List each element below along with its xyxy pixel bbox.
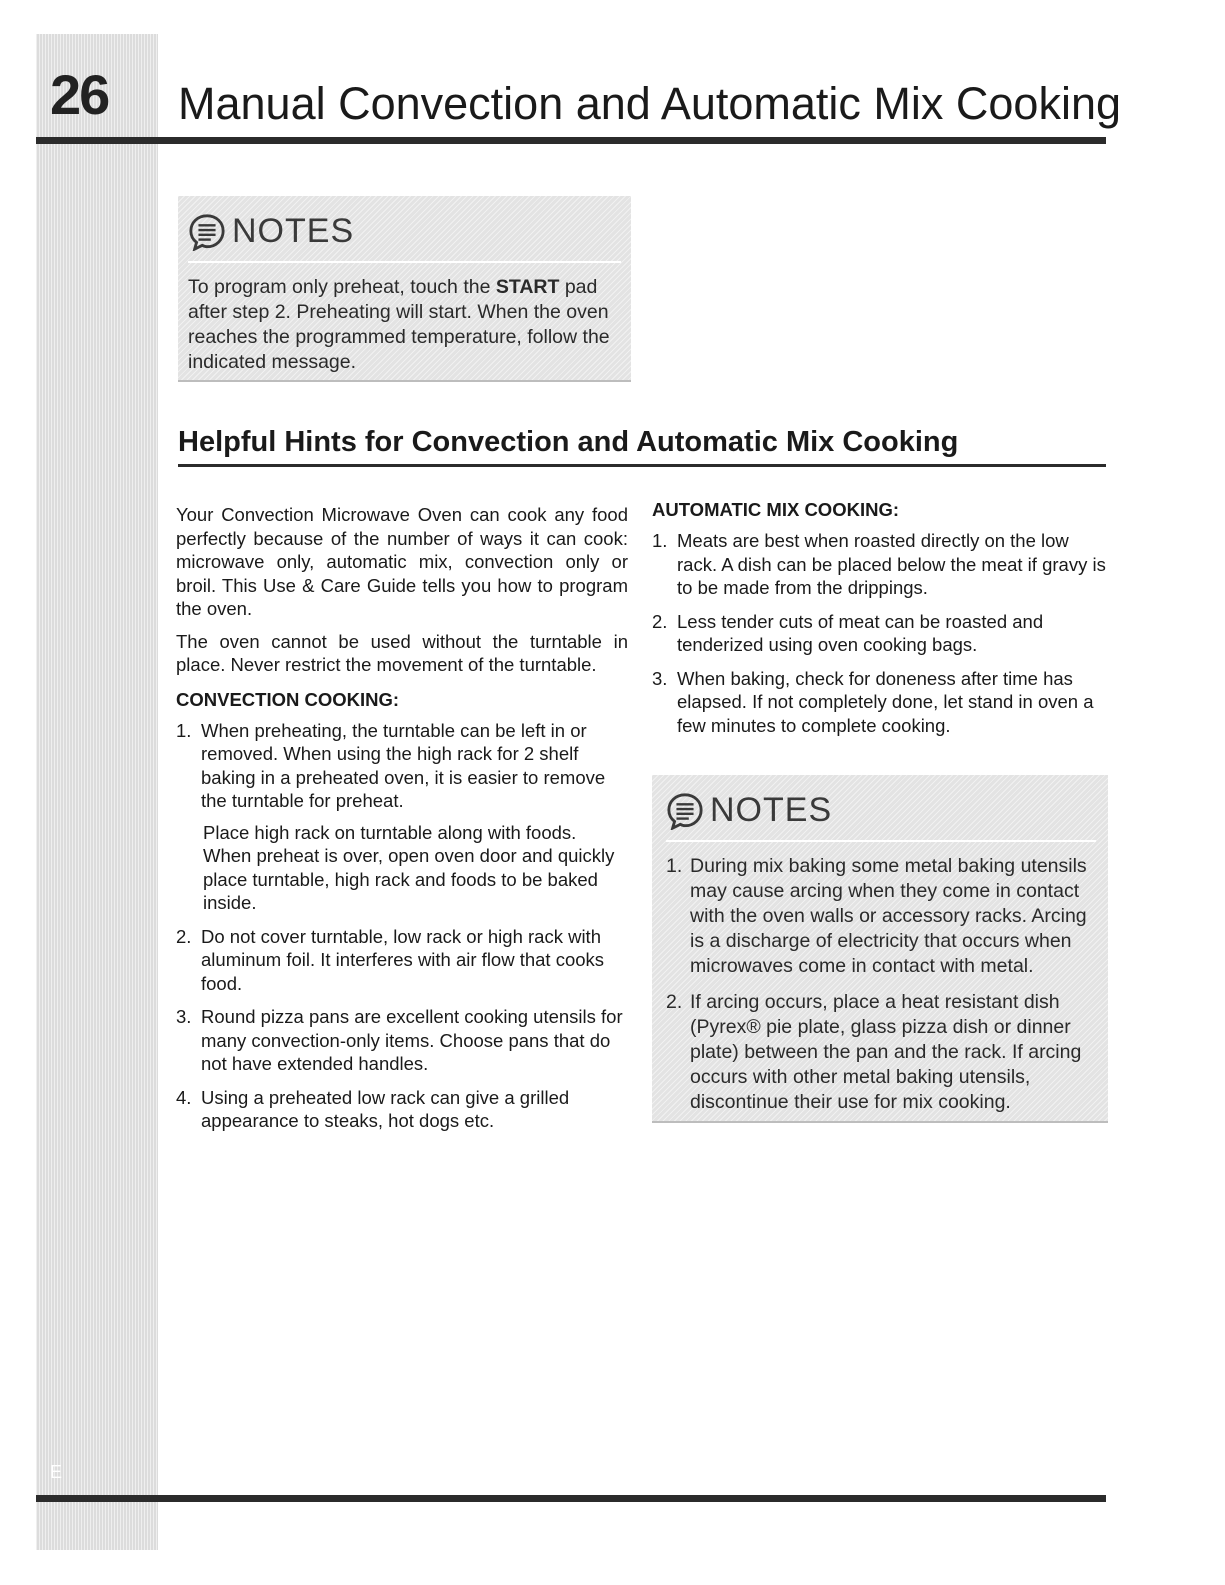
list-item-number: 1. xyxy=(176,719,192,741)
convection-cooking-heading: CONVECTION COOKING: xyxy=(176,688,400,710)
notes-icon xyxy=(188,213,226,251)
page-number: 26 xyxy=(50,63,109,126)
list-item-number: 3. xyxy=(652,667,668,689)
intro-paragraph: Your Convection Microwave Oven can cook any food perfectly because of the number of ways it can cook: microwave only, automatic mix, convection only or broil. This Use & Care Guide tells you how to program the oven. xyxy=(176,504,628,619)
list-item-text: Meats are best when roasted directly on the low rack. A dish can be placed below the meat if gravy is to be made from the drippings. xyxy=(677,530,1106,598)
list-item-text: Do not cover turntable, low rack or high rack with aluminum foil. It interferes with air flow that cooks food. xyxy=(201,925,605,994)
list-item-text: If arcing occurs, place a heat resistant dish (Pyrex® pie plate, glass pizza dish or dinner plate) between the pan and the rack. If arcing occurs with other metal baking utensils, discontinue their use for mix cooking. xyxy=(690,991,1082,1113)
list-item-number: 2. xyxy=(652,610,668,632)
notes-text xyxy=(188,275,621,375)
notes-list xyxy=(666,854,1096,1115)
section-rule xyxy=(178,464,1106,467)
list-item xyxy=(176,1005,628,1076)
intro-paragraph: The oven cannot be used without the turntable in place. Never restrict the movement of the turntable. xyxy=(176,630,628,675)
list-item xyxy=(652,529,1107,600)
list-item xyxy=(176,719,628,915)
notes-header xyxy=(188,212,621,251)
section-heading: Helpful Hints for Convection and Automatic Mix Cooking xyxy=(178,426,959,458)
list-item-subparagraph: Place high rack on turntable along with foods. When preheat is over, open oven door and quickly place turntable, high rack and foods to be baked inside. xyxy=(203,821,615,913)
list-item-number: 1. xyxy=(666,855,683,877)
list-item-text: When preheating, the turntable can be left in or removed. When using the high rack for 2 shelf baking in a preheated oven, it is easier to remove the turntable for preheat. xyxy=(201,719,606,811)
automatic-mix-cooking-heading: AUTOMATIC MIX COOKING: xyxy=(652,499,899,520)
list-item xyxy=(176,1086,628,1133)
list-item-number: 3. xyxy=(176,1006,192,1027)
notes-divider xyxy=(666,840,1096,842)
list-item xyxy=(652,610,1107,657)
notes-divider xyxy=(188,261,621,263)
list-item xyxy=(652,667,1107,738)
mix-steps-list xyxy=(652,529,1107,737)
notes-title: NOTES xyxy=(232,212,355,250)
left-sidebar-band xyxy=(36,34,158,1550)
list-item xyxy=(176,925,628,996)
convection-steps-list xyxy=(176,719,628,1133)
list-item xyxy=(666,990,1096,1115)
list-item-number: 2. xyxy=(176,925,192,947)
page-title: Manual Convection and Automatic Mix Cooking xyxy=(178,78,1122,129)
list-item-text: Less tender cuts of meat can be roasted and tenderized using oven cooking bags. xyxy=(677,610,1044,655)
notes-box-arcing xyxy=(652,775,1108,1123)
list-item-number: 1. xyxy=(652,530,668,551)
list-item-text: During mix baking some metal baking utensils may cause arcing when they come in contact with the oven walls or accessory racks. Arcing is a discharge of electricity that occurs when microwaves come in contact with metal. xyxy=(690,855,1087,977)
list-item-text: Using a preheated low rack can give a grilled appearance to steaks, hot dogs etc. xyxy=(201,1086,570,1131)
notes-text-part: pad after step 2. Preheating will start. When the oven reaches the programmed temperature, follow the indicated message. xyxy=(188,276,610,373)
list-item-text: When baking, check for doneness after time has elapsed. If not completely done, let stand in oven a few minutes to complete cooking. xyxy=(677,667,1094,736)
notes-icon xyxy=(666,792,704,830)
list-item-number: 2. xyxy=(666,991,683,1013)
bottom-rule xyxy=(36,1495,1106,1502)
list-item-number: 4. xyxy=(176,1086,192,1108)
notes-text-part: To program only preheat, touch the xyxy=(188,276,496,298)
top-rule xyxy=(36,137,1106,144)
right-column xyxy=(652,499,1107,747)
start-pad-label: START xyxy=(495,276,560,298)
language-edge-letter: E xyxy=(50,1462,63,1482)
list-item xyxy=(666,854,1096,979)
list-item-text: Round pizza pans are excellent cooking utensils for many convection-only items. Choose pans that do not have extended handles. xyxy=(201,1006,623,1074)
notes-box-preheat xyxy=(178,196,631,382)
notes-header xyxy=(666,791,1096,830)
left-column xyxy=(176,503,628,1143)
notes-title: NOTES xyxy=(710,791,833,829)
